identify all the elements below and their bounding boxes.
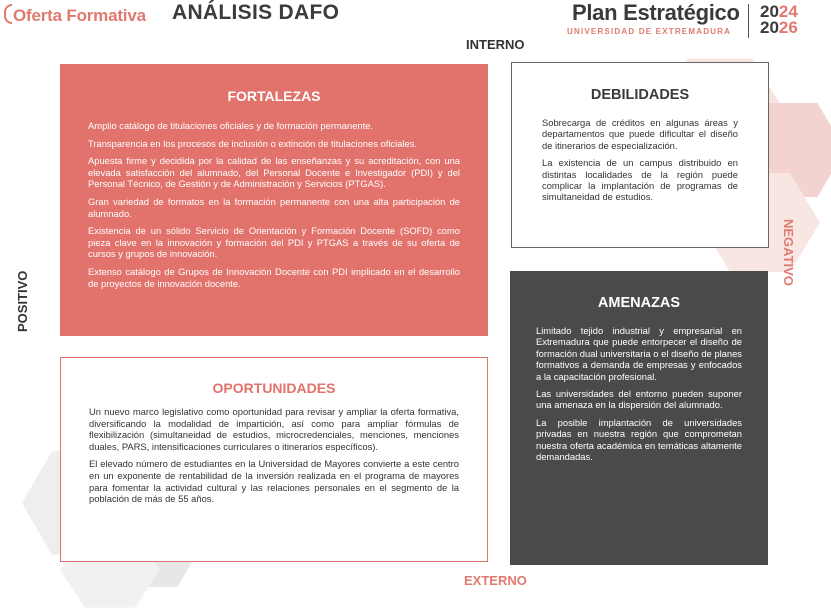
debilidades-box (511, 62, 769, 248)
debilidades-title: DEBILIDADES (590, 87, 690, 103)
axis-label-negativo: NEGATIVO (781, 219, 796, 286)
year-start-suffix: 24 (778, 2, 798, 21)
fortalezas-item: Gran variedad de formatos en la formación permanente con una alta participación de alumnado. (88, 195, 460, 219)
fortalezas-item: Existencia de un sólido Servicio de Orientación y Formación Docente (SOFD) como pieza clave en la innovación y formación del PDI y PTGAS a través de su oferta de cursos y grupos de innovación. (88, 225, 460, 260)
amenazas-item: Limitado tejido industrial y empresarial en Extremadura que puede entorpecer el diseño de formación dual universitaria o el diseño de planes formativos a demanda de empresas y enfocados a la capacitación profesional. (536, 325, 742, 382)
page-title: ANÁLISIS DAFO (172, 1, 340, 24)
year-end-suffix: 26 (778, 18, 798, 37)
oportunidades-box (60, 357, 488, 562)
year-end-prefix: 20 (760, 18, 779, 37)
brand-logo-icon (4, 4, 12, 24)
plan-title: Plan Estratégico (572, 0, 740, 25)
fortalezas-item: Apuesta firme y decidida por la calidad de las enseñanzas y su acreditación, con una elevada satisfacción del alumnado, del Personal Docente e Investigador (PDI) y del Personal Técnico, de Gestión y de Administración y Servicios (PTGAS). (88, 155, 460, 190)
oportunidades-title: OPORTUNIDADES (212, 380, 336, 396)
oportunidades-item: Un nuevo marco legislativo como oportunidad para revisar y ampliar la oferta formativa, diversificando la modalidad de impartición, así como para ampliar fórmulas de flexibilización (simultaneidad de estudios, microcredenciales, menciones, menciones duales, PARS, intensificaciones curriculares o itinerarios específicos). (89, 406, 459, 452)
brand-title (4, 4, 146, 26)
axis-label-interno: INTERNO (466, 37, 525, 52)
fortalezas-item: Amplio catálogo de titulaciones oficiales y de formación permanente. (88, 120, 374, 131)
oportunidades-item: El elevado número de estudiantes en la Universidad de Mayores convierte a este centro en un exponente de rentabilidad de la inversión realizada en el programa de mayores para fomentar la actividad cultural y las relaciones personales en el segmento de la población de más de 55 años. (89, 458, 459, 505)
amenazas-item: La posible implantación de universidades privadas en nuestra región que comprometan nuestra oferta académica en temáticas altamente demandadas. (536, 416, 742, 463)
brand-label: Oferta Formativa (13, 6, 146, 25)
debilidades-item: La existencia de un campus distribuido en distintas localidades de la región puede complicar la implantación de programas de simultaneidad de estudios. (542, 157, 738, 203)
fortalezas-item: Extenso catálogo de Grupos de Innovación Docente con PDI implicado en el desarrollo de proyectos de innovación docente. (88, 265, 460, 289)
header-divider (748, 4, 749, 38)
axis-label-positivo: POSITIVO (15, 270, 30, 332)
debilidades-item: Sobrecarga de créditos en algunas áreas y departamentos que puede dificultar el diseño de itinerarios de especialización. (542, 117, 738, 151)
fortalezas-box (60, 64, 488, 336)
year-start-prefix: 20 (760, 2, 779, 21)
amenazas-item: Las universidades del entorno pueden suponer una amenaza en la dispersión del alumnado. (536, 388, 742, 411)
fortalezas-item: Transparencia en los procesos de inclusión o extinción de titulaciones oficiales. (88, 137, 418, 149)
year-end (760, 19, 798, 36)
amenazas-title: AMENAZAS (597, 295, 681, 311)
axis-label-externo: EXTERNO (464, 573, 527, 588)
fortalezas-title: FORTALEZAS (227, 88, 321, 104)
amenazas-box (510, 271, 768, 565)
plan-subtitle: UNIVERSIDAD DE EXTREMADURA (567, 27, 732, 36)
